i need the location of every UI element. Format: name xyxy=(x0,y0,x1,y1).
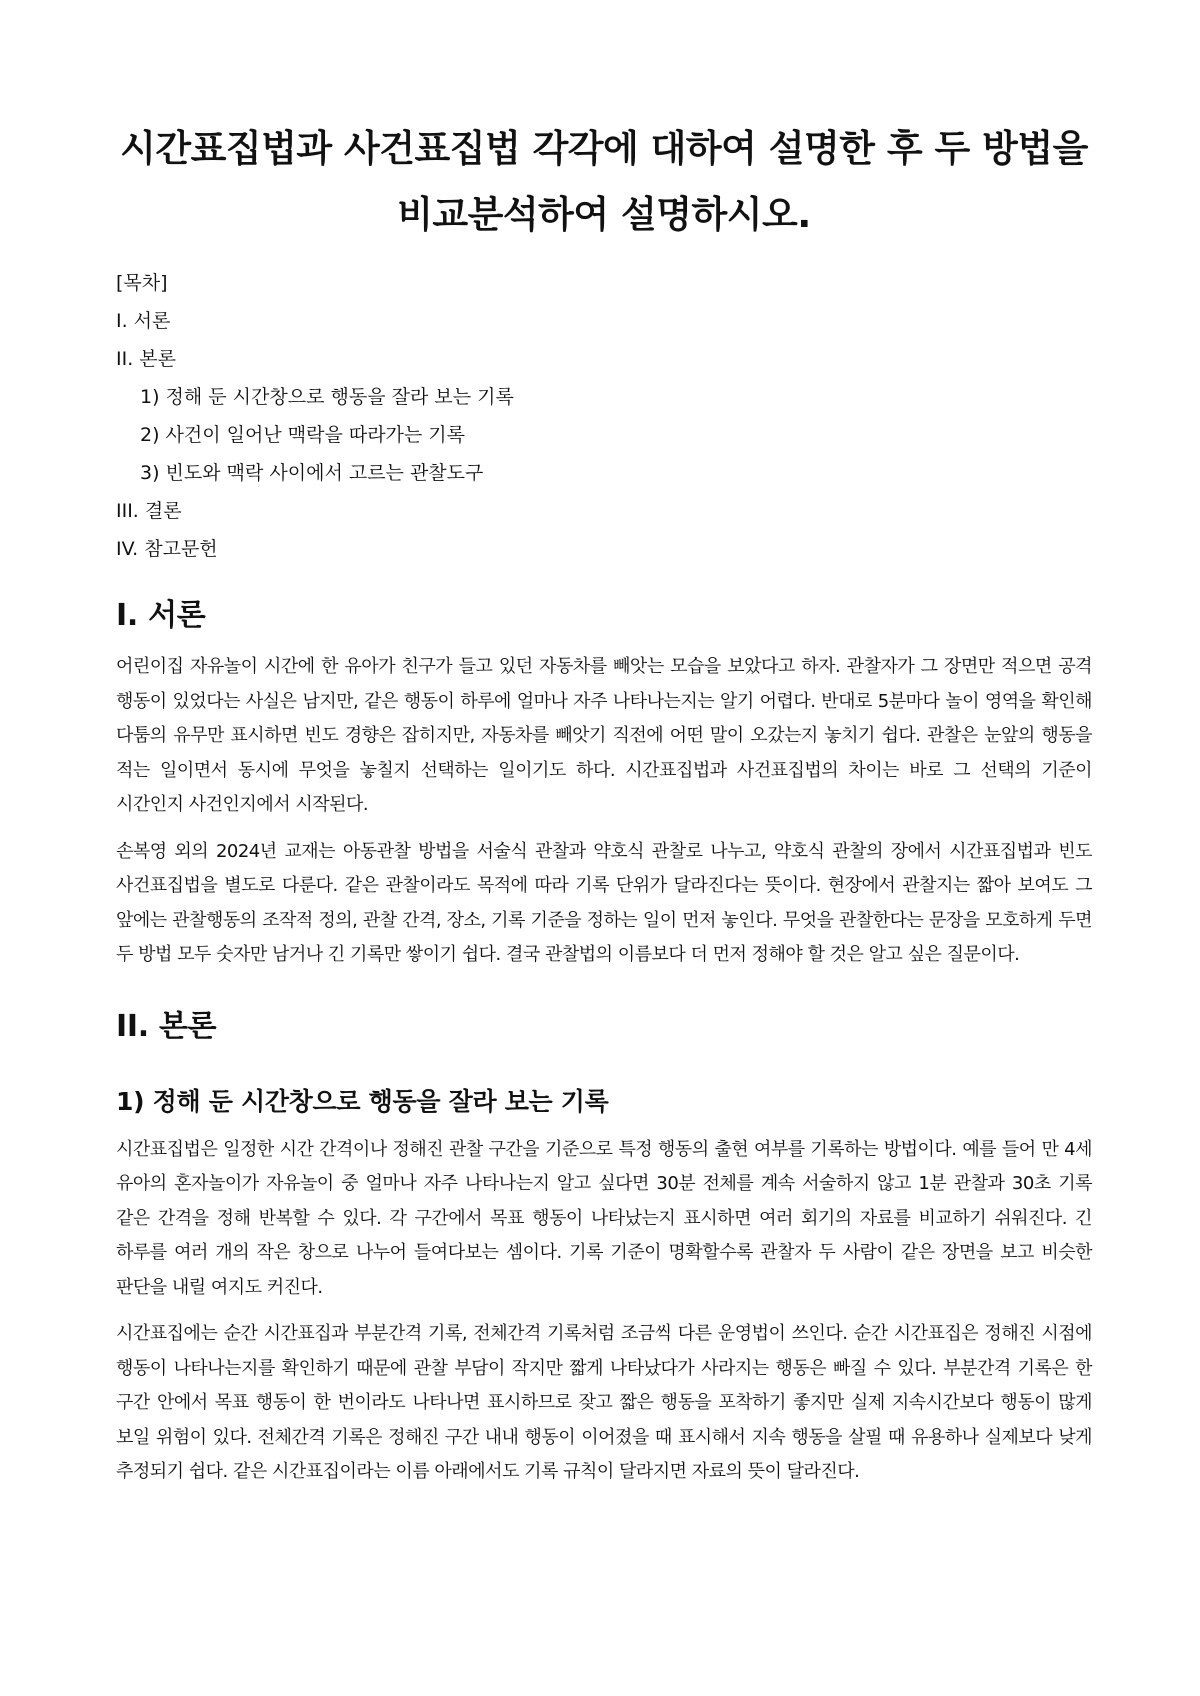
section-heading-body: II. 본론 xyxy=(116,1008,217,1044)
section-heading-intro: I. 서론 xyxy=(116,598,206,633)
toc-item-body-3: 3) 빈도와 맥락 사이에서 고르는 관찰도구 xyxy=(140,462,484,484)
document-title: 시간표집법과 사건표집법 각각에 대하여 설명한 후 두 방법을 비교분석하여 설명하시오. xyxy=(120,127,1088,236)
toc-item-conclusion: III. 결론 xyxy=(116,500,182,522)
intro-paragraph: 손복영 외의 2024년 교재는 아동관찰 방법을 서술식 관찰과 약호식 관찰로 나누고, 약호식 관찰의 장에서 시간표집법과 빈도 사건표집법을 별도로 다룬다. 같은 관찰이라도 목적에 따라 기록 단위가 달라진다는 뜻이다. 현장에서 관찰지는 짧아 보여도 그 앞에는 관찰행동의 조작적 정의, 관찰 간격, 장소, 기록 기준을 정하는 일이 먼저 놓인다. 무엇을 관찰한다는 문장을 모호하게 두면 두 방법 모두 숫자만 남거나 긴 기록만 쌓이기 쉽다. 결국 관찰법의 이름보다 더 먼저 정해야 할 것은 알고 싶은 질문이다. xyxy=(116,840,1092,965)
toc-heading: [목차] xyxy=(116,272,168,294)
intro-paragraph: 어린이집 자유놀이 시간에 한 유아가 친구가 들고 있던 자동차를 빼앗는 모습을 보았다고 하자. 관찰자가 그 장면만 적으면 공격 행동이 있었다는 사실은 남지만, 같은 행동이 하루에 얼마나 자주 나타나는지는 알기 어렵다. 반대로 5분마다 놀이 영역을 확인해 다툼의 유무만 표시하면 빈도 경향은 잡히지만, 자동차를 빼앗기 직전에 어떤 말이 오갔는지 놓치기 쉽다. 관찰은 눈앞의 행동을 적는 일이면서 동시에 무엇을 놓칠지 선택하는 일이기도 하다. 시간표집법과 사건표집법의 차이는 바로 그 선택의 기준이 시간인지 사건인지에서 시작된다. xyxy=(116,656,1092,815)
toc-item-body: II. 본론 xyxy=(116,348,176,370)
subsection-heading-time-sampling: 1) 정해 둔 시간창으로 행동을 잘라 보는 기록 xyxy=(116,1086,609,1116)
toc-item-body-2: 2) 사건이 일어난 맥락을 따라가는 기록 xyxy=(140,424,466,446)
body-paragraph: 시간표집에는 순간 시간표집과 부분간격 기록, 전체간격 기록처럼 조금씩 다른 운영법이 쓰인다. 순간 시간표집은 정해진 시점에 행동이 나타나는지를 확인하기 때문에 관찰 부담이 작지만 짧게 나타났다가 사라지는 행동은 빠질 수 있다. 부분간격 기록은 한 구간 안에서 목표 행동이 한 번이라도 나타나면 표시하므로 잦고 짧은 행동을 포착하기 좋지만 실제 지속시간보다 행동이 많게 보일 위험이 있다. 전체간격 기록은 정해진 구간 내내 행동이 이어졌을 때 표시해서 지속 행동을 살필 때 유용하나 실제보다 낮게 추정되기 쉽다. 같은 시간표집이라는 이름 아래에서도 기록 규칙이 달라지면 자료의 뜻이 달라진다. xyxy=(116,1323,1092,1482)
toc-item-intro: I. 서론 xyxy=(116,310,171,332)
body-paragraph: 시간표집법은 일정한 시간 간격이나 정해진 관찰 구간을 기준으로 특정 행동의 출현 여부를 기록하는 방법이다. 예를 들어 만 4세 유아의 혼자놀이가 자유놀이 중 얼마나 자주 나타나는지 알고 싶다면 30분 전체를 계속 서술하지 않고 1분 관찰과 30초 기록 같은 간격을 정해 반복할 수 있다. 각 구간에서 목표 행동이 나타났는지 표시하면 여러 회기의 자료를 비교하기 쉬워진다. 긴 하루를 여러 개의 작은 창으로 나누어 들여다보는 셈이다. 기록 기준이 명확할수록 관찰자 두 사람이 같은 장면을 보고 비슷한 판단을 내릴 여지도 커진다. xyxy=(116,1138,1092,1298)
toc-item-body-1: 1) 정해 둔 시간창으로 행동을 잘라 보는 기록 xyxy=(140,386,514,408)
table-of-contents xyxy=(116,272,1092,576)
toc-item-references: IV. 참고문헌 xyxy=(116,538,218,560)
document-page xyxy=(116,0,1092,1490)
